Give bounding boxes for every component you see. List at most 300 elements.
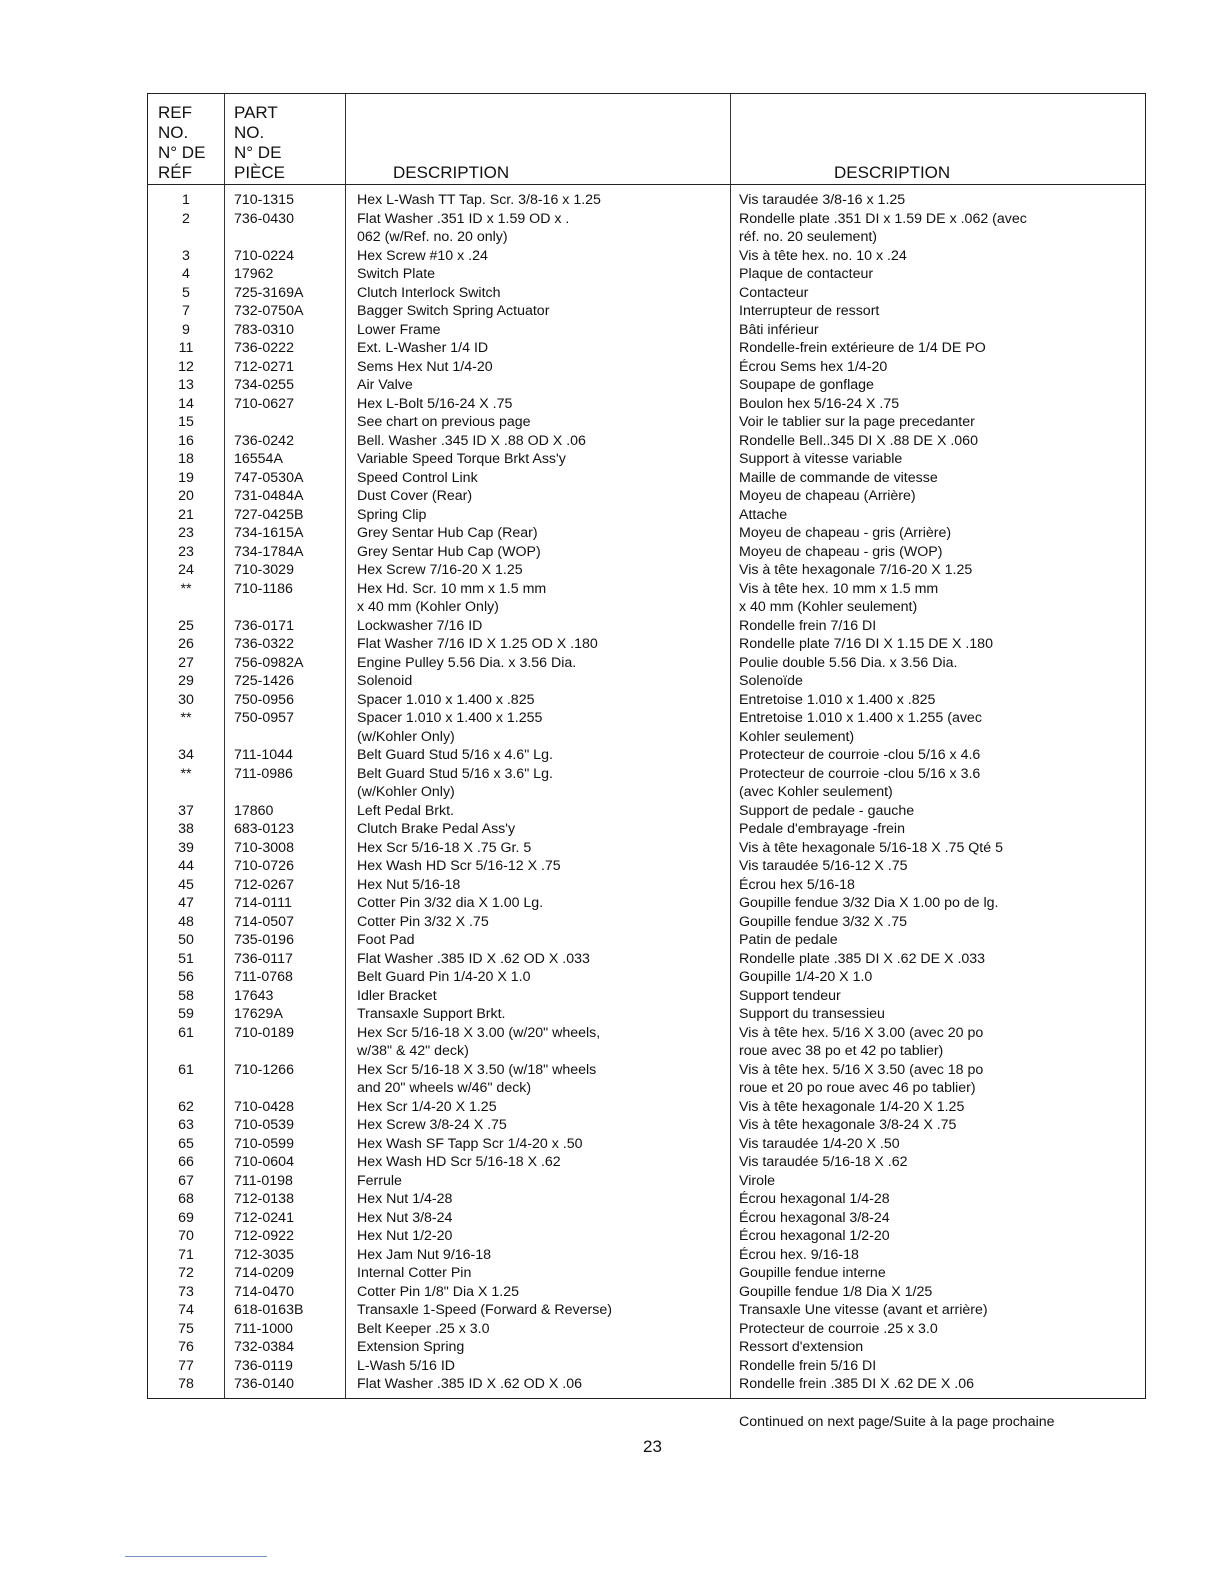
table-row	[148, 302, 1147, 321]
description-fr-cell: Solenoïde	[739, 673, 803, 689]
description-en-cell: Solenoid	[357, 673, 413, 689]
description-en-cell: Engine Pulley 5.56 Dia. x 3.56 Dia.	[357, 654, 577, 671]
part-number-cell: 756-0982A	[234, 654, 304, 671]
ref-cell: 19	[178, 469, 194, 486]
header-description-en: DESCRIPTION	[393, 163, 510, 182]
table-row	[148, 1246, 1147, 1265]
ref-cell: 20	[178, 488, 194, 504]
ref-cell: 15	[178, 414, 194, 430]
description-en-cell: Ferrule	[357, 1172, 402, 1189]
description-fr-cell: Rondelle plate 7/16 DI X 1.15 DE X .180	[739, 636, 993, 652]
table-row	[148, 1227, 1147, 1246]
description-en-cell: Idler Bracket	[357, 987, 437, 1004]
description-fr-cell: Vis taraudée 5/16-18 X .62	[739, 1154, 908, 1170]
description-fr-cell: Vis à tête hexagonale 7/16-20 X 1.25	[739, 562, 973, 578]
description-en-cell: Belt Guard Pin 1/4-20 X 1.0	[357, 969, 531, 985]
table-row	[148, 728, 1147, 747]
description-fr-cell: Vis à tête hexagonale 1/4-20 X 1.25	[739, 1098, 965, 1115]
table-row	[148, 746, 1147, 765]
description-fr-cell: Maille de commande de vitesse	[739, 469, 938, 486]
description-en-cell: See chart on previous page	[357, 414, 531, 430]
table-row	[148, 691, 1147, 710]
part-number-cell: 17860	[234, 802, 274, 819]
part-number-cell: 783-0310	[234, 321, 294, 338]
header-ref	[158, 103, 205, 183]
description-fr-cell: Écrou hex. 9/16-18	[739, 1246, 859, 1263]
description-en-cell: Spring Clip	[357, 506, 427, 523]
table-row	[148, 1153, 1147, 1172]
description-fr-cell: Moyeu de chapeau - gris (Arrière)	[739, 525, 952, 541]
ref-cell: 7	[182, 303, 190, 319]
description-fr-cell: Transaxle Une vitesse (avant et arrière)	[739, 1302, 988, 1318]
description-fr-cell: Rondelle-frein extérieure de 1/4 DE PO	[739, 340, 986, 356]
description-fr-cell: Protecteur de courroie .25 x 3.0	[739, 1320, 938, 1337]
description-en-cell: (w/Kohler Only)	[357, 784, 455, 800]
part-number-cell: 736-0119	[234, 1357, 293, 1374]
part-number-cell: 735-0196	[234, 932, 294, 948]
description-fr-cell: Moyeu de chapeau (Arrière)	[739, 488, 916, 504]
ref-cell: **	[180, 710, 192, 726]
description-en-cell: (w/Kohler Only)	[357, 728, 455, 745]
ref-cell: 21	[178, 506, 194, 523]
part-number-cell: 710-0599	[234, 1135, 294, 1152]
table-row	[148, 876, 1147, 895]
description-en-cell: Flat Washer 7/16 ID X 1.25 OD X .180	[357, 636, 598, 652]
ref-cell: 75	[178, 1320, 194, 1337]
description-fr-cell: Support de pedale - gauche	[739, 802, 915, 819]
part-number-cell: 711-1000	[234, 1320, 293, 1337]
part-number-cell: 710-0189	[234, 1024, 294, 1041]
ref-cell: 48	[178, 913, 194, 930]
description-fr-cell: Rondelle plate .351 DI x 1.59 DE x .062 (avec	[739, 210, 1027, 227]
description-fr-cell: Boulon hex 5/16-24 X .75	[739, 395, 900, 412]
description-fr-cell: Poulie double 5.56 Dia. x 3.56 Dia.	[739, 654, 958, 671]
description-fr-cell: roue avec 38 po et 42 po tablier)	[739, 1043, 944, 1059]
ref-cell: 26	[178, 636, 194, 652]
part-number-cell: 736-0242	[234, 432, 294, 449]
description-fr-cell: Vis à tête hex. 5/16 X 3.00 (avec 20 po	[739, 1024, 984, 1041]
description-en-cell: Internal Cotter Pin	[357, 1265, 472, 1281]
description-fr-cell: Goupille fendue 3/32 Dia X 1.00 po de lg.	[739, 895, 999, 911]
description-fr-cell: Support à vitesse variable	[739, 451, 903, 467]
continued-note: Continued on next page/Suite à la page prochaine	[739, 1414, 1055, 1430]
table-row	[148, 358, 1147, 377]
description-en-cell: Flat Washer .385 ID X .62 OD X .06	[357, 1376, 582, 1392]
table-row	[148, 321, 1147, 340]
part-number-cell: 734-1615A	[234, 525, 304, 541]
table-row	[148, 709, 1147, 728]
part-number-cell: 725-3169A	[234, 284, 304, 301]
description-fr-cell: Entretoise 1.010 x 1.400 x .825	[739, 691, 936, 708]
description-fr-cell: Kohler seulement)	[739, 728, 855, 745]
header-description-fr: DESCRIPTION	[834, 163, 951, 182]
table-row	[148, 968, 1147, 987]
part-number-cell: 710-0224	[234, 247, 294, 264]
ref-cell: 5	[182, 284, 190, 301]
table-row	[148, 857, 1147, 876]
part-number-cell: 710-0604	[234, 1154, 294, 1170]
description-fr-cell: Vis à tête hexagonale 5/16-18 X .75 Qté 5	[739, 839, 1003, 856]
ref-cell: 18	[178, 451, 194, 467]
description-en-cell: Hex Wash HD Scr 5/16-12 X .75	[357, 858, 561, 874]
part-number-cell: 732-0384	[234, 1339, 294, 1355]
header-ref-line: N° DE	[158, 143, 206, 162]
table-row	[148, 524, 1147, 543]
part-number-cell: 712-0271	[234, 358, 294, 375]
description-en-cell: Hex Hd. Scr. 10 mm x 1.5 mm	[357, 580, 547, 597]
description-fr-cell: Vis à tête hex. 5/16 X 3.50 (avec 18 po	[739, 1061, 984, 1078]
ref-cell: 47	[178, 895, 194, 911]
description-fr-cell: Entretoise 1.010 x 1.400 x 1.255 (avec	[739, 710, 982, 726]
description-en-cell: Bagger Switch Spring Actuator	[357, 303, 550, 319]
page-number: 23	[643, 1437, 662, 1456]
table-row	[148, 783, 1147, 802]
description-fr-cell: Pedale d'embrayage -frein	[739, 821, 905, 837]
header-ref-line: REF	[158, 103, 192, 122]
description-fr-cell: Protecteur de courroie -clou 5/16 x 3.6	[739, 765, 981, 782]
description-en-cell: Extension Spring	[357, 1339, 465, 1355]
part-number-cell: 710-1266	[234, 1061, 294, 1078]
ref-cell: 14	[178, 395, 194, 412]
header-rule	[148, 184, 1145, 185]
ref-cell: 61	[178, 1024, 194, 1041]
description-en-cell: 062 (w/Ref. no. 20 only)	[357, 229, 508, 245]
part-number-cell: 736-0171	[234, 617, 294, 634]
description-fr-cell: Écrou hexagonal 3/8-24	[739, 1209, 890, 1226]
description-en-cell: Bell. Washer .345 ID X .88 OD X .06	[357, 432, 586, 449]
description-fr-cell: Virole	[739, 1172, 776, 1189]
description-fr-cell: réf. no. 20 seulement)	[739, 229, 878, 245]
ref-cell: 24	[178, 562, 194, 578]
ref-cell: **	[180, 580, 192, 597]
table-row	[148, 802, 1147, 821]
header-ref-line: NO.	[158, 123, 189, 142]
description-en-cell: Hex Scr 5/16-18 X .75 Gr. 5	[357, 839, 532, 856]
table-row	[148, 1061, 1147, 1080]
description-fr-cell: Vis taraudée 5/16-12 X .75	[739, 858, 908, 874]
description-en-cell: Flat Washer .351 ID x 1.59 OD x .	[357, 210, 570, 227]
ref-cell: 27	[178, 654, 194, 671]
part-number-cell: 736-0117	[234, 950, 293, 967]
part-number-cell: 736-0430	[234, 210, 294, 227]
ref-cell: 62	[178, 1098, 194, 1115]
description-fr-cell: Rondelle Bell..345 DI X .88 DE X .060	[739, 432, 978, 449]
description-en-cell: Clutch Interlock Switch	[357, 284, 501, 301]
table-row	[148, 950, 1147, 969]
header-ref-line: RÉF	[158, 163, 192, 182]
description-en-cell: Hex Wash HD Scr 5/16-18 X .62	[357, 1154, 561, 1170]
description-en-cell: Hex Nut 5/16-18	[357, 876, 461, 893]
ref-cell: 56	[178, 969, 194, 985]
ref-cell: 69	[178, 1209, 194, 1226]
description-fr-cell: Plaque de contacteur	[739, 266, 874, 282]
part-number-cell: 710-1186	[234, 580, 293, 597]
description-en-cell: Dust Cover (Rear)	[357, 488, 473, 504]
ref-cell: 3	[182, 247, 190, 264]
table-row	[148, 450, 1147, 469]
part-number-cell: 736-0322	[234, 636, 294, 652]
description-fr-cell: Goupille fendue 1/8 Dia X 1/25	[739, 1283, 933, 1300]
ref-cell: 4	[182, 266, 190, 282]
description-en-cell: Hex Screw 3/8-24 X .75	[357, 1117, 507, 1133]
description-fr-cell: Bâti inférieur	[739, 321, 819, 338]
description-fr-cell: Support du transessieu	[739, 1006, 885, 1022]
ref-cell: 34	[178, 747, 194, 763]
part-number-cell: 736-0222	[234, 340, 294, 356]
ref-cell: 51	[178, 950, 194, 967]
table-row	[148, 1338, 1147, 1357]
part-number-cell: 714-0111	[234, 895, 292, 911]
table-row	[148, 765, 1147, 784]
description-fr-cell: roue et 20 po roue avec 46 po tablier)	[739, 1080, 976, 1096]
table-row	[148, 1209, 1147, 1228]
description-en-cell: Hex Nut 1/2-20	[357, 1228, 453, 1244]
description-en-cell: Hex Jam Nut 9/16-18	[357, 1246, 492, 1263]
ref-cell: 78	[178, 1376, 194, 1392]
description-fr-cell: Rondelle plate .385 DI X .62 DE X .033	[739, 950, 986, 967]
description-fr-cell: Écrou hexagonal 1/2-20	[739, 1228, 890, 1244]
description-en-cell: Belt Guard Stud 5/16 x 4.6" Lg.	[357, 747, 553, 763]
description-fr-cell: Soupape de gonflage	[739, 377, 874, 393]
table-row	[148, 913, 1147, 932]
part-number-cell: 711-0768	[234, 969, 293, 985]
ref-cell: 77	[178, 1357, 194, 1374]
part-number-cell: 714-0470	[234, 1283, 294, 1300]
part-number-cell: 750-0957	[234, 710, 294, 726]
part-number-cell: 712-0922	[234, 1228, 294, 1244]
table-row	[148, 432, 1147, 451]
description-fr-cell: Vis à tête hexagonale 3/8-24 X .75	[739, 1117, 957, 1133]
table-row	[148, 1264, 1147, 1283]
description-fr-cell: Écrou hexagonal 1/4-28	[739, 1191, 890, 1207]
description-fr-cell: Protecteur de courroie -clou 5/16 x 4.6	[739, 747, 981, 763]
table-row	[148, 1079, 1147, 1098]
description-en-cell: L-Wash 5/16 ID	[357, 1357, 456, 1374]
ref-cell: 74	[178, 1302, 194, 1318]
description-fr-cell: Voir le tablier sur la page precedanter	[739, 414, 975, 430]
part-number-cell: 17629A	[234, 1006, 283, 1022]
table-row	[148, 580, 1147, 599]
description-en-cell: Transaxle 1-Speed (Forward & Reverse)	[357, 1302, 612, 1318]
table-row	[148, 395, 1147, 414]
table-row	[148, 210, 1147, 229]
table-row	[148, 543, 1147, 562]
header-part-line: PIÈCE	[234, 163, 286, 182]
ref-cell: 65	[178, 1135, 194, 1152]
description-fr-cell: Écrou hex 5/16-18	[739, 876, 855, 893]
ref-cell: 61	[178, 1061, 194, 1078]
part-number-cell: 732-0750A	[234, 303, 304, 319]
table-row	[148, 506, 1147, 525]
table-row	[148, 1135, 1147, 1154]
description-en-cell: w/38" & 42" deck)	[357, 1043, 469, 1059]
table-row	[148, 598, 1147, 617]
description-en-cell: Hex Nut 1/4-28	[357, 1191, 453, 1207]
description-fr-cell: Attache	[739, 506, 788, 523]
part-number-cell: 17643	[234, 987, 274, 1004]
table-row	[148, 654, 1147, 673]
ref-cell: 76	[178, 1339, 194, 1355]
table-row	[148, 987, 1147, 1006]
ref-cell: 37	[178, 802, 194, 819]
description-en-cell: Air Valve	[357, 377, 413, 393]
ref-cell: 11	[178, 340, 194, 356]
ref-cell: 9	[182, 321, 190, 338]
description-en-cell: Speed Control Link	[357, 469, 478, 486]
description-en-cell: Hex L-Bolt 5/16-24 X .75	[357, 395, 513, 412]
part-number-cell: 734-1784A	[234, 543, 304, 560]
description-fr-cell: Patin de pedale	[739, 932, 838, 948]
description-en-cell: Clutch Brake Pedal Ass'y	[357, 821, 516, 837]
parts-table	[147, 93, 1146, 1399]
table-row	[148, 1190, 1147, 1209]
part-number-cell: 725-1426	[234, 673, 294, 689]
description-fr-cell: Vis à tête hex. 10 mm x 1.5 mm	[739, 580, 939, 597]
part-number-cell: 710-3029	[234, 562, 294, 578]
header-part	[234, 103, 285, 183]
table-row	[148, 487, 1147, 506]
table-row	[148, 228, 1147, 247]
description-fr-cell: Goupille 1/4-20 X 1.0	[739, 969, 873, 985]
description-fr-cell: Rondelle frein .385 DI X .62 DE X .06	[739, 1376, 975, 1392]
part-number-cell: 734-0255	[234, 377, 294, 393]
description-en-cell: Hex Scr 1/4-20 X 1.25	[357, 1098, 497, 1115]
description-en-cell: Lower Frame	[357, 321, 441, 338]
table-row	[148, 1357, 1147, 1376]
part-number-cell: 711-0198	[234, 1172, 293, 1189]
table-row	[148, 284, 1147, 303]
description-en-cell: Foot Pad	[357, 932, 415, 948]
part-number-cell: 683-0123	[234, 821, 294, 837]
table-row	[148, 1320, 1147, 1339]
ref-cell: 67	[178, 1172, 194, 1189]
part-number-cell: 714-0209	[234, 1265, 294, 1281]
header-part-line: PART	[234, 103, 278, 122]
description-fr-cell: Rondelle frein 7/16 DI	[739, 617, 877, 634]
table-row	[148, 1024, 1147, 1043]
ref-cell: 72	[178, 1265, 194, 1281]
ref-cell: 70	[178, 1228, 194, 1244]
description-fr-cell: Contacteur	[739, 284, 809, 301]
part-number-cell: 710-1315	[234, 192, 294, 208]
table-row	[148, 1005, 1147, 1024]
ref-cell: 73	[178, 1283, 194, 1300]
table-row	[148, 1172, 1147, 1191]
description-en-cell: Spacer 1.010 x 1.400 x 1.255	[357, 710, 543, 726]
ref-cell: 39	[178, 839, 194, 856]
part-number-cell: 750-0956	[234, 691, 294, 708]
table-row	[148, 672, 1147, 691]
table-row	[148, 1042, 1147, 1061]
description-en-cell: Grey Sentar Hub Cap (WOP)	[357, 543, 541, 560]
description-en-cell: Cotter Pin 3/32 dia X 1.00 Lg.	[357, 895, 544, 911]
ref-cell: 25	[178, 617, 194, 634]
part-number-cell: 710-0726	[234, 858, 294, 874]
ref-cell: 58	[178, 987, 194, 1004]
description-fr-cell: Goupille fendue 3/32 X .75	[739, 913, 908, 930]
table-row	[148, 1301, 1147, 1320]
description-fr-cell: Vis à tête hex. no. 10 x .24	[739, 247, 907, 264]
description-en-cell: Left Pedal Brkt.	[357, 802, 454, 819]
header-part-line: NO.	[234, 123, 265, 142]
table-row	[148, 839, 1147, 858]
description-fr-cell: (avec Kohler seulement)	[739, 784, 893, 800]
table-row	[148, 413, 1147, 432]
part-number-cell: 710-0428	[234, 1098, 294, 1115]
ref-cell: 13	[178, 377, 194, 393]
description-fr-cell: Vis taraudée 3/8-16 x 1.25	[739, 192, 906, 208]
description-en-cell: Cotter Pin 3/32 X .75	[357, 913, 489, 930]
description-fr-cell: x 40 mm (Kohler seulement)	[739, 599, 918, 615]
ref-cell: 71	[178, 1246, 194, 1263]
table-row	[148, 376, 1147, 395]
description-fr-cell: Interrupteur de ressort	[739, 303, 880, 319]
ref-cell: 16	[178, 432, 194, 449]
description-en-cell: Hex Scr 5/16-18 X 3.50 (w/18" wheels	[357, 1061, 597, 1078]
ref-cell: 45	[178, 876, 194, 893]
part-number-cell: 711-1044	[234, 747, 293, 763]
part-number-cell: 712-3035	[234, 1246, 294, 1263]
part-number-cell: 710-0627	[234, 395, 294, 412]
description-en-cell: Cotter Pin 1/8" Dia X 1.25	[357, 1283, 519, 1300]
table-row	[148, 265, 1147, 284]
description-en-cell: Lockwasher 7/16 ID	[357, 617, 483, 634]
ref-cell: 30	[178, 691, 194, 708]
part-number-cell: 712-0267	[234, 876, 294, 893]
description-fr-cell: Ressort d'extension	[739, 1339, 864, 1355]
ref-cell: 44	[178, 858, 194, 874]
table-row	[148, 894, 1147, 913]
part-number-cell: 736-0140	[234, 1376, 294, 1392]
part-number-cell: 712-0241	[234, 1209, 294, 1226]
description-en-cell: Belt Keeper .25 x 3.0	[357, 1320, 490, 1337]
description-en-cell: Belt Guard Stud 5/16 x 3.6" Lg.	[357, 765, 553, 782]
description-en-cell: Hex Nut 3/8-24	[357, 1209, 453, 1226]
description-en-cell: x 40 mm (Kohler Only)	[357, 599, 499, 615]
description-en-cell: Hex L-Wash TT Tap. Scr. 3/8-16 x 1.25	[357, 192, 601, 208]
part-number-cell: 710-3008	[234, 839, 294, 856]
ref-cell: 29	[178, 673, 194, 689]
ref-cell: 23	[178, 525, 194, 541]
description-en-cell: Hex Wash SF Tapp Scr 1/4-20 x .50	[357, 1135, 583, 1152]
description-fr-cell: Rondelle frein 5/16 DI	[739, 1357, 877, 1374]
part-number-cell: 17962	[234, 266, 274, 282]
ref-cell: 2	[182, 210, 190, 227]
part-number-cell: 712-0138	[234, 1191, 294, 1207]
table-row	[148, 617, 1147, 636]
table-row	[148, 561, 1147, 580]
ref-cell: 50	[178, 932, 194, 948]
part-number-cell: 711-0986	[234, 765, 293, 782]
part-number-cell: 714-0507	[234, 913, 294, 930]
description-fr-cell: Goupille fendue interne	[739, 1265, 886, 1281]
table-row	[148, 1116, 1147, 1135]
description-en-cell: Variable Speed Torque Brkt Ass'y	[357, 451, 566, 467]
description-en-cell: Hex Screw #10 x .24	[357, 247, 488, 264]
ref-cell: 68	[178, 1191, 194, 1207]
ref-cell: 63	[178, 1117, 194, 1133]
description-en-cell: and 20" wheels w/46" deck)	[357, 1080, 532, 1096]
description-fr-cell: Moyeu de chapeau - gris (WOP)	[739, 543, 943, 560]
part-number-cell: 16554A	[234, 451, 283, 467]
bottom-rule	[125, 1556, 267, 1557]
table-row	[148, 247, 1147, 266]
table-row	[148, 820, 1147, 839]
table-row	[148, 339, 1147, 358]
ref-cell: 59	[178, 1006, 194, 1022]
description-en-cell: Hex Scr 5/16-18 X 3.00 (w/20" wheels,	[357, 1024, 601, 1041]
description-en-cell: Transaxle Support Brkt.	[357, 1006, 506, 1022]
